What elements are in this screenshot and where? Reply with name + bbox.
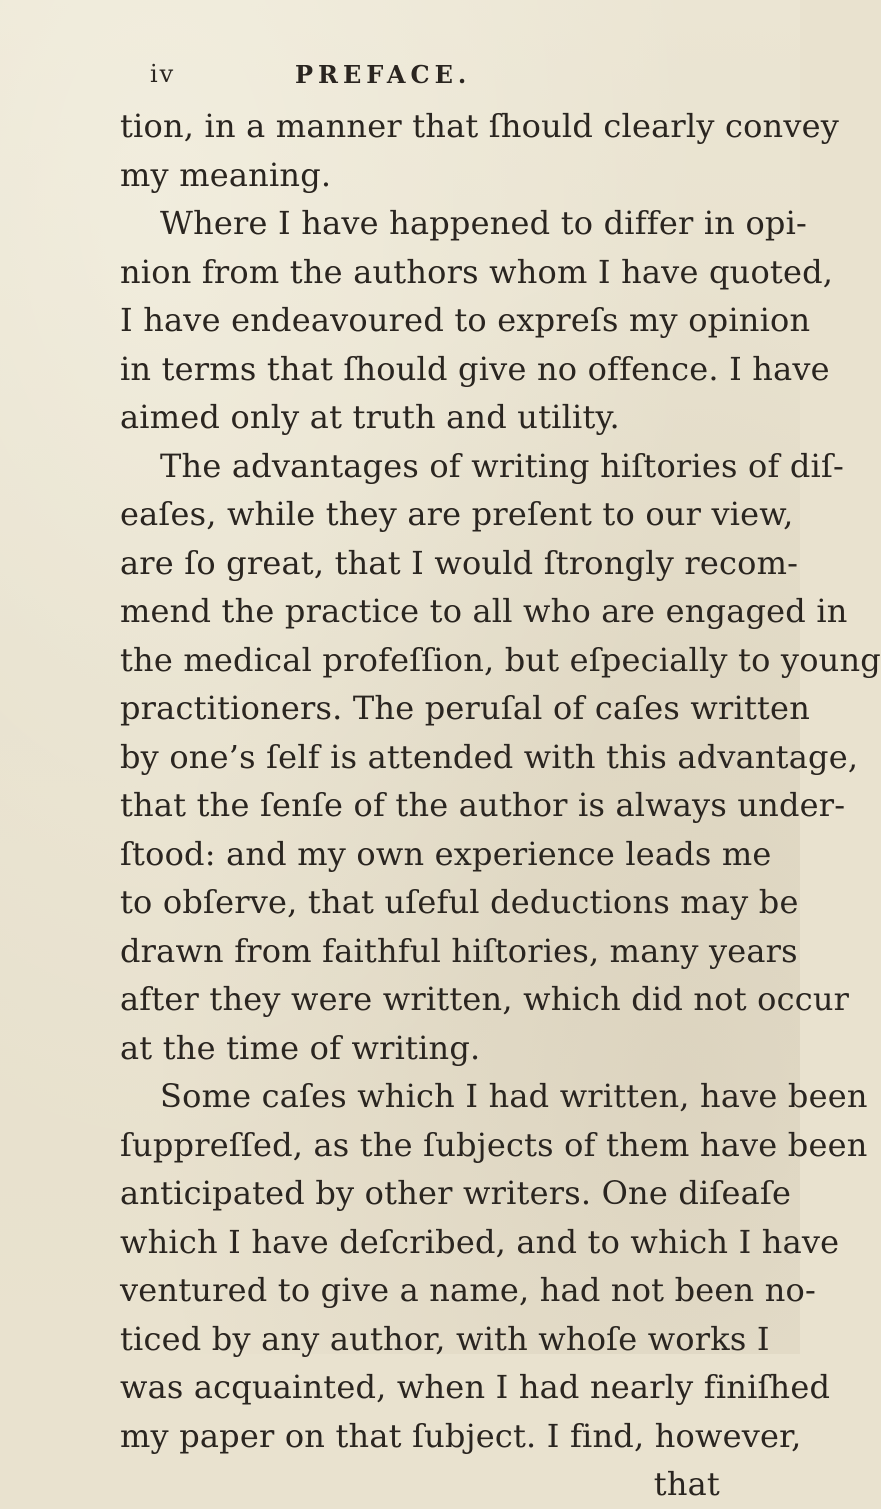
page-number: iv bbox=[150, 60, 176, 88]
text-line: in terms that ſhould give no offence. I have bbox=[120, 349, 830, 388]
paragraph-start-line: Where I have happened to differ in opi- bbox=[160, 204, 808, 242]
text-line: aimed only at truth and utility. bbox=[120, 398, 620, 436]
text-line: which I have deſcribed, and to which I have bbox=[120, 1222, 840, 1261]
text-line: my meaning. bbox=[120, 155, 332, 194]
paragraph-start-line: Some caſes which I had written, have been bbox=[160, 1077, 868, 1115]
text-line: anticipated by other writers. One diſeaſe bbox=[120, 1174, 792, 1212]
text-line: tion, in a manner that ſhould clearly convey bbox=[120, 107, 840, 145]
text-line: ſtood: and my own experience leads me bbox=[120, 834, 772, 873]
text-line: was acquainted, when I had nearly finiſhed bbox=[120, 1368, 831, 1406]
text-line: drawn from faithful hiſtories, many years bbox=[120, 931, 798, 970]
text-line: that the ſenſe of the author is always under- bbox=[120, 786, 846, 824]
text-line: nion from the authors whom I have quoted, bbox=[120, 252, 834, 291]
paragraph-start-line: The advantages of writing hiſtories of diſ- bbox=[160, 446, 845, 485]
text-line: ventured to give a name, had not been no- bbox=[120, 1271, 817, 1309]
running-title: PREFACE. bbox=[295, 60, 472, 89]
body-text bbox=[120, 102, 881, 1509]
text-line: mend the practice to all who are engaged in bbox=[120, 592, 848, 630]
text-line: are ſo great, that I would ſtrongly recom- bbox=[120, 543, 799, 582]
text-line: the medical profeſſion, but eſpecially to young bbox=[120, 640, 881, 679]
text-line: practitioners. The peruſal of caſes written bbox=[120, 689, 811, 727]
text-line: I have endeavoured to expreſs my opinion bbox=[120, 301, 811, 339]
text-line: ſuppreſſed, as the ſubjects of them have been bbox=[120, 1125, 868, 1164]
catchword: that bbox=[653, 1465, 720, 1503]
text-line: after they were written, which did not occur bbox=[120, 980, 850, 1018]
text-line: eaſes, while they are preſent to our view, bbox=[120, 495, 794, 533]
text-line: ticed by any author, with whoſe works I bbox=[120, 1319, 770, 1358]
running-head bbox=[150, 60, 710, 94]
text-line: to obſerve, that uſeful deductions may be bbox=[120, 883, 799, 921]
text-line: at the time of writing. bbox=[120, 1028, 481, 1067]
text-line: by one’s ſelf is attended with this advantage, bbox=[120, 737, 859, 776]
text-line: my paper on that ſubject. I find, however, bbox=[120, 1416, 802, 1455]
